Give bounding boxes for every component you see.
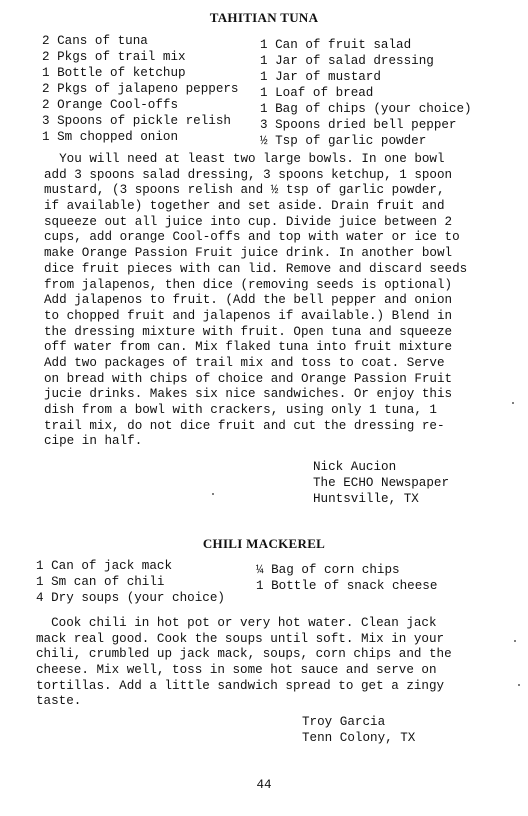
page-number: 44 bbox=[256, 778, 272, 792]
instruction-line: the dressing mixture with fruit. Open tuna and squeeze bbox=[44, 324, 453, 339]
instruction-line: tortillas. Add a little sandwich spread to get a zingy bbox=[36, 678, 445, 693]
ingredient: 1 Sm can of chili bbox=[36, 575, 165, 589]
author-name: Nick Aucion bbox=[313, 460, 397, 474]
ingredient: 1 Bottle of ketchup bbox=[42, 66, 186, 80]
ingredient: 2 Cans of tuna bbox=[42, 34, 148, 48]
ingredient: 1 Can of jack mack bbox=[36, 559, 173, 573]
ingredients-right-column bbox=[260, 37, 472, 149]
ingredient: 1 Sm chopped onion bbox=[42, 130, 179, 144]
author-affiliation: The ECHO Newspaper bbox=[313, 476, 450, 490]
author-location: Tenn Colony, TX bbox=[302, 731, 416, 745]
instruction-line: if available) together and set aside. Drain fruit and bbox=[44, 199, 445, 214]
ingredient: 1 Jar of mustard bbox=[260, 70, 381, 84]
instruction-line: to chopped fruit and jalapenos if available.) Blend in bbox=[44, 308, 453, 323]
recipe-instructions bbox=[44, 152, 467, 450]
recipe-author bbox=[302, 714, 415, 746]
recipe-author bbox=[313, 459, 449, 507]
instruction-line: cheese. Mix well, toss in some hot sauce and serve on bbox=[36, 663, 437, 678]
instruction-line: Cook chili in hot pot or very hot water. Clean jack bbox=[36, 616, 437, 630]
instruction-line: squeeze out all juice into cup. Divide juice between 2 bbox=[44, 214, 453, 229]
print-speck bbox=[512, 402, 514, 404]
author-location: Huntsville, TX bbox=[313, 492, 419, 506]
ingredient: 2 Orange Cool-offs bbox=[42, 98, 179, 112]
instruction-line: taste. bbox=[36, 694, 82, 709]
instruction-line: Add two packages of trail mix and toss to coat. Serve bbox=[44, 355, 445, 370]
ingredient: 1 Can of fruit salad bbox=[260, 38, 412, 52]
instruction-line: make Orange Passion Fruit juice drink. In another bowl bbox=[44, 246, 453, 261]
ingredient: 2 Pkgs of jalapeno peppers bbox=[42, 82, 239, 96]
instruction-line: dish from a bowl with crackers, using only 1 tuna, 1 bbox=[44, 403, 437, 417]
recipe-instructions bbox=[36, 616, 452, 710]
ingredients-right-column bbox=[256, 562, 437, 594]
instruction-line: trail mix, do not dice fruit and cut the dressing re- bbox=[44, 418, 445, 433]
instruction-line: chili, crumbled up jack mack, soups, corn chips and the bbox=[36, 647, 452, 662]
instruction-line: mack real good. Cook the soups until soft. Mix in your bbox=[36, 631, 445, 646]
print-speck bbox=[518, 684, 520, 686]
ingredient: 1 Jar of salad dressing bbox=[260, 54, 434, 68]
instruction-line: jucie drinks. Makes six nice sandwiches. Or enjoy this bbox=[44, 387, 453, 402]
print-speck bbox=[212, 493, 214, 495]
instruction-line: mustard, (3 spoons relish and ½ tsp of garlic powder, bbox=[44, 183, 445, 198]
instruction-line: on bread with chips of choice and Orange Passion Fruit bbox=[44, 371, 453, 386]
ingredients-left-column bbox=[42, 33, 239, 145]
recipe-title-tahitian-tuna: TAHITIAN TUNA bbox=[209, 10, 319, 25]
ingredient: 4 Dry soups (your choice) bbox=[36, 591, 225, 605]
ingredient: 1 Loaf of bread bbox=[260, 86, 374, 100]
print-speck bbox=[514, 640, 516, 642]
ingredient: ¼ Bag of corn chips bbox=[256, 563, 400, 577]
instruction-line: cipe in half. bbox=[44, 434, 143, 449]
recipe-title-chili-mackerel: CHILI MACKEREL bbox=[202, 536, 326, 551]
ingredient: 3 Spoons of pickle relish bbox=[42, 114, 231, 128]
instruction-line: from jalapenos, then dice (removing seeds is optional) bbox=[44, 277, 453, 292]
ingredient: 3 Spoons dried bell pepper bbox=[260, 118, 457, 132]
instruction-line: dice fruit pieces with can lid. Remove and discard seeds bbox=[44, 261, 468, 276]
author-name: Troy Garcia bbox=[302, 715, 386, 729]
ingredient: 1 Bag of chips (your choice) bbox=[260, 102, 472, 116]
ingredient: 1 Bottle of snack cheese bbox=[256, 579, 438, 593]
instruction-line: add 3 spoons salad dressing, 3 spoons ketchup, 1 spoon bbox=[44, 167, 453, 182]
instruction-line: You will need at least two large bowls. In one bowl bbox=[44, 152, 445, 166]
ingredient: 2 Pkgs of trail mix bbox=[42, 50, 186, 64]
instruction-line: Add jalapenos to fruit. (Add the bell pepper and onion bbox=[44, 293, 453, 308]
ingredients-left-column bbox=[36, 558, 225, 606]
instruction-line: cups, add orange Cool-offs and top with water or ice to bbox=[44, 230, 460, 245]
ingredient: ½ Tsp of garlic powder bbox=[260, 134, 427, 148]
instruction-line: off water from can. Mix flaked tuna into fruit mixture bbox=[44, 340, 453, 355]
